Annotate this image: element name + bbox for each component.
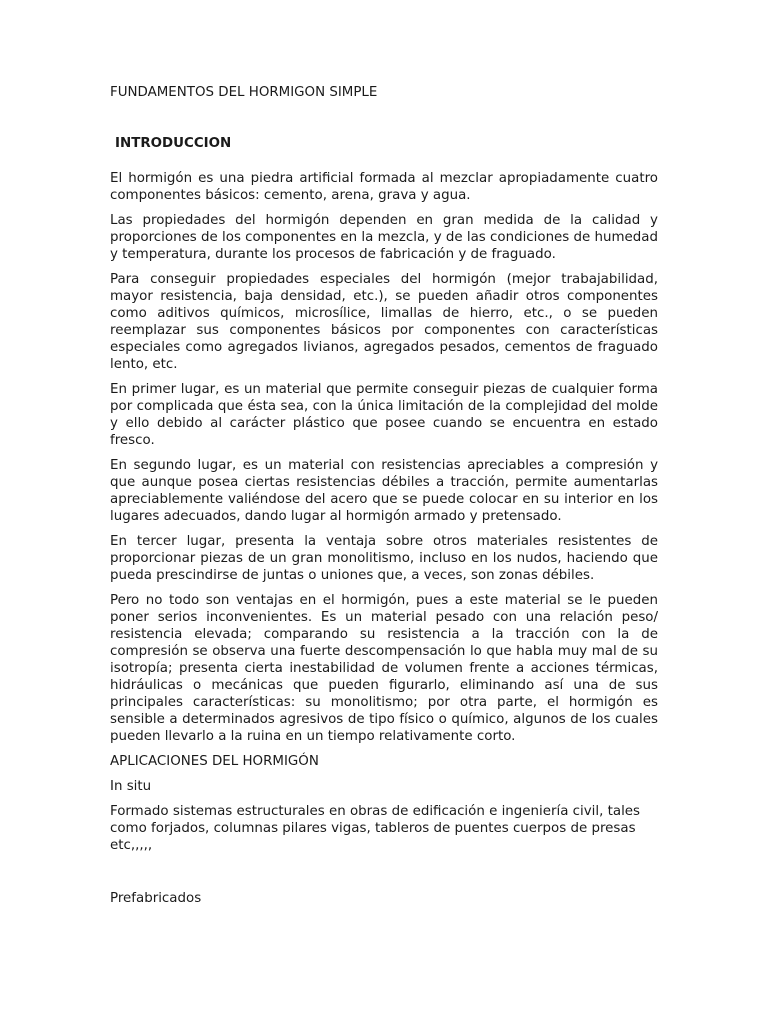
- paragraph: Las propiedades del hormigón dependen en gran medida de la calidad y proporciones de los componentes en la mezcla, y de las condiciones de humedad y temperatura, durante los procesos de fabricación y de fraguado.: [110, 213, 658, 262]
- paragraph: En primer lugar, es un material que permite conseguir piezas de cualquier forma por complicada que ésta sea, con la única limitación de la complejidad del molde y ello debido al carácter plástico que posee cuando se encuentra en estado fresco.: [110, 382, 658, 448]
- paragraph: Para conseguir propiedades especiales del hormigón (mejor trabajabilidad, mayor resistencia, baja densidad, etc.), se pueden añadir otros componentes como aditivos químicos, microsílice, limallas de hierro, etc., o se pueden reemplazar sus componentes básicos por componentes con características especiales como agregados livianos, agregados pesados, cementos de fraguado lento, etc.: [110, 272, 658, 372]
- document-title: FUNDAMENTOS DEL HORMIGON SIMPLE: [110, 85, 378, 100]
- paragraph: En tercer lugar, presenta la ventaja sobre otros materiales resistentes de proporcionar piezas de un gran monolitismo, incluso en los nudos, haciendo que pueda prescindirse de juntas o uniones que, a veces, son zonas débiles.: [110, 534, 658, 583]
- section-heading-introduccion: INTRODUCCION: [115, 136, 232, 151]
- paragraph: El hormigón es una piedra artificial formada al mezclar apropiadamente cuatro componentes básicos: cemento, arena, grava y agua.: [110, 171, 658, 203]
- blank-line: [110, 862, 658, 890]
- paragraph: En segundo lugar, es un material con resistencias apreciables a compresión y que aunque posea ciertas resistencias débiles a tracción, permite aumentarlas apreciablemente valiéndose del acero que se puede colocar en su interior en los lugares adecuados, dando lugar al hormigón armado y pretensado.: [110, 458, 658, 524]
- document-body: [110, 84, 658, 915]
- paragraph-in-situ: Formado sistemas estructurales en obras de edificación e ingeniería civil, tales como forjados, columnas pilares vigas, tableros de puentes cuerpos de presas etc,,,,,: [110, 804, 641, 853]
- paragraph: Pero no todo son ventajas en el hormigón, pues a este material se le pueden poner serios inconvenientes. Es un material pesado con una relación peso/ resistencia elevada; comparando su resistencia a la tracción con la de compresión se observa una fuerte descompensación lo que habla muy mal de su isotropía; presenta cierta inestabilidad de volumen frente a acciones térmicas, hidráulicas o mecánicas que pueden figurarlo, eliminando así una de sus principales características: su monolitismo; por otra parte, el hormigón es sensible a determinados agresivos de tipo físico o químico, algunos de los cuales pueden llevarlo a la ruina en un tiempo relativamente corto.: [110, 593, 658, 744]
- subheading-in-situ: In situ: [110, 779, 152, 794]
- subheading-prefabricados: Prefabricados: [110, 891, 202, 906]
- section-heading-aplicaciones: APLICACIONES DEL HORMIGÓN: [110, 754, 319, 769]
